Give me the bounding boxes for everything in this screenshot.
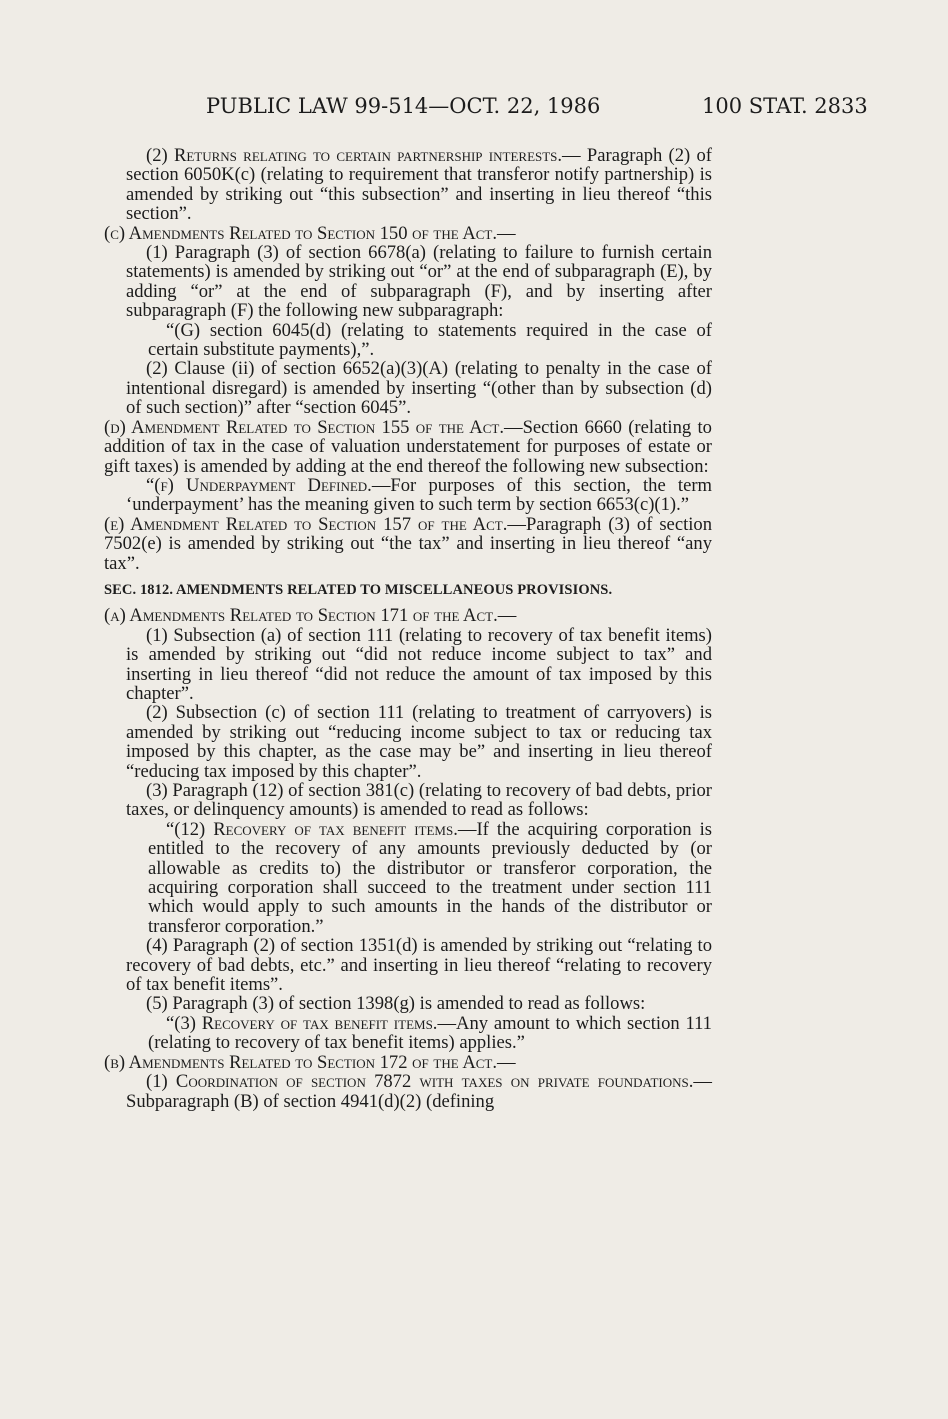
quoted-paragraph-12 xyxy=(104,820,712,936)
paragraph-text: If the acquiring corporation is entitled to the recovery of any amounts previously deducted by (or allowable as credits to) the distributor or transferor corporation, the acquiring corporation shall succeed to the treatment under section 111 which would apply to such amounts in the hands of the distributor or transferor corporation.” xyxy=(148,818,712,937)
paragraph-heading: (2) Returns relating to certain partnership interests.— xyxy=(146,145,581,166)
subsection-d xyxy=(104,418,712,476)
paragraph-text: Paragraph (2) of section 6050K(c) (relating to requirement that transferor notify partnership) is amended by striking out “this subsection” and inserting in lieu thereof “this section”. xyxy=(126,145,712,225)
paragraph-c1: (1) Paragraph (3) of section 6678(a) (relating to failure to furnish certain statements) is amended by striking out “or” at the end of subparagraph (E), by adding “or” at the end of subparagraph (F), and by inserting after subparagraph (F) the following new subparagraph: xyxy=(126,242,712,322)
subsection-heading: (d) Amendment Related to Section 155 of the Act.— xyxy=(104,416,523,438)
quoted-paragraph-3 xyxy=(104,1014,712,1053)
paragraph-a4: (4) Paragraph (2) of section 1351(d) is amended by striking out “relating to recovery of bad debts, etc.” and inserting in lieu thereof “relating to recovery of tax benefit items”. xyxy=(126,935,712,996)
paragraph-a2: (2) Subsection (c) of section 111 (relating to treatment of carryovers) is amended by striking out “reducing income subject to tax or reducing tax imposed by this chapter, as the case may be” and inserting in lieu thereof “reducing tax imposed by this chapter”. xyxy=(126,702,712,782)
subsection-text: Section 6660 (relating to addition of tax in the case of valuation understatement for purposes of estate or gift taxes) is amended by adding at the end thereof the following new subsection: xyxy=(104,416,712,477)
subsection-b-heading: (b) Amendments Related to Section 172 of the Act.— xyxy=(104,1051,516,1073)
paragraph-b1 xyxy=(104,1072,712,1111)
paragraph-heading: (1) Coordination of section 7872 with taxes on private foundations.— xyxy=(146,1071,712,1093)
paragraph-a5: (5) Paragraph (3) of section 1398(g) is amended to read as follows: xyxy=(146,993,646,1015)
paragraph-a3: (3) Paragraph (12) of section 381(c) (relating to recovery of bad debts, prior taxes, or delinquency amounts) is amended to read as follows: xyxy=(126,780,712,821)
paragraph-heading: “(3) Recovery of tax benefit items.— xyxy=(166,1012,457,1034)
paragraph-returns-partnership xyxy=(104,146,712,224)
paragraph-text: Subparagraph (B) of section 4941(d)(2) (defining xyxy=(126,1090,495,1112)
law-title: PUBLIC LAW 99-514—OCT. 22, 1986 xyxy=(206,94,601,118)
quoted-subsection-f xyxy=(104,476,712,515)
statute-citation: 100 STAT. 2833 xyxy=(702,94,868,118)
paragraph-heading: “(12) Recovery of tax benefit items.— xyxy=(166,818,477,840)
subsection-text: For purposes of this section, the term ‘underpayment’ has the meaning given to such term by section 6653(c)(1).” xyxy=(126,474,712,516)
quoted-subparagraph-g: “(G) section 6045(d) (relating to statements required in the case of certain substitute payments),”. xyxy=(148,319,712,361)
subsection-c-heading: (c) Amendments Related to Section 150 of the Act.— xyxy=(104,222,516,244)
subsection-text: Paragraph (3) of section 7502(e) is amended by striking out “the tax” and inserting in lieu thereof “any tax”. xyxy=(104,513,712,574)
paragraph-text: Any amount to which section 111 (relating to recovery of tax benefit items) applies.” xyxy=(148,1012,712,1054)
section-1812-heading: SEC. 1812. AMENDMENTS RELATED TO MISCELLANEOUS PROVISIONS. xyxy=(104,581,613,598)
subsection-a-heading: (a) Amendments Related to Section 171 of the Act.— xyxy=(104,605,517,627)
subsection-heading: (e) Amendment Related to Section 157 of the Act.— xyxy=(104,513,526,535)
subsection-heading: “(f) Underpayment Defined.— xyxy=(146,474,391,496)
subsection-e xyxy=(104,515,712,573)
paragraph-c2: (2) Clause (ii) of section 6652(a)(3)(A) (relating to penalty in the case of intentional disregard) is amended by inserting “(other than by subsection (d) of such section)” after “section 6045”. xyxy=(126,358,712,419)
paragraph-a1: (1) Subsection (a) of section 111 (relating to recovery of tax benefit items) is amended by striking out “did not reduce income subject to tax” and inserting in lieu thereof “did not reduce the amount of tax imposed by this chapter”. xyxy=(126,624,712,704)
document-body xyxy=(104,146,712,1111)
